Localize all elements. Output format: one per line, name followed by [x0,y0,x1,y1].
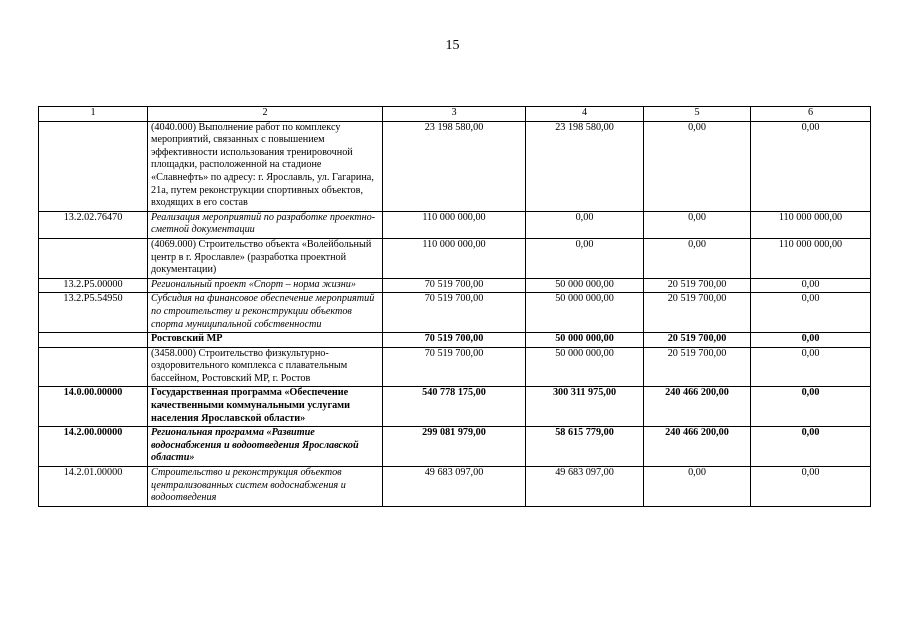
column-header-3: 3 [383,107,526,122]
row-code: 14.0.00.00000 [39,387,148,427]
table-row [39,211,871,238]
row-col5: 20 519 700,00 [644,278,751,293]
row-col5: 0,00 [644,467,751,507]
row-col4: 23 198 580,00 [526,121,644,211]
table-row [39,347,871,387]
column-header-1: 1 [39,107,148,122]
column-header-6: 6 [751,107,871,122]
table-row [39,121,871,211]
table-row [39,278,871,293]
table-row [39,293,871,333]
row-col3: 23 198 580,00 [383,121,526,211]
row-col5: 20 519 700,00 [644,333,751,348]
row-col6: 0,00 [751,333,871,348]
row-col5: 0,00 [644,238,751,278]
row-code: 13.2.02.76470 [39,211,148,238]
row-col6: 0,00 [751,347,871,387]
row-col4: 0,00 [526,211,644,238]
row-col5: 240 466 200,00 [644,427,751,467]
row-name: (4069.000) Строительство объекта «Волейбольный центр в г. Ярославле» (разработка проектной документации) [148,238,383,278]
row-col3: 49 683 097,00 [383,467,526,507]
table-row [39,238,871,278]
row-col6: 0,00 [751,293,871,333]
row-col4: 50 000 000,00 [526,347,644,387]
row-col4: 50 000 000,00 [526,333,644,348]
row-col5: 20 519 700,00 [644,293,751,333]
row-col4: 58 615 779,00 [526,427,644,467]
row-col3: 70 519 700,00 [383,278,526,293]
row-col3: 540 778 175,00 [383,387,526,427]
row-name: Строительство и реконструкция объектов централизованных систем водоснабжения и водоотведения [148,467,383,507]
row-col3: 70 519 700,00 [383,347,526,387]
row-col6: 110 000 000,00 [751,238,871,278]
row-col3: 110 000 000,00 [383,238,526,278]
row-name: Ростовский МР [148,333,383,348]
table-row [39,333,871,348]
row-name: (3458.000) Строительство физкультурно-оздоровительного комплекса с плавательным бассейном, Ростовский МР, г. Ростов [148,347,383,387]
row-col3: 70 519 700,00 [383,293,526,333]
row-code [39,238,148,278]
row-code: 14.2.01.00000 [39,467,148,507]
table-row [39,387,871,427]
row-name: Реализация мероприятий по разработке проектно-сметной документации [148,211,383,238]
row-col6: 0,00 [751,467,871,507]
table-row [39,427,871,467]
row-name: Региональная программа «Развитие водоснабжения и водоотведения Ярославской области» [148,427,383,467]
row-code [39,121,148,211]
row-code [39,333,148,348]
row-col3: 70 519 700,00 [383,333,526,348]
row-col4: 50 000 000,00 [526,293,644,333]
row-col5: 240 466 200,00 [644,387,751,427]
column-header-2: 2 [148,107,383,122]
row-name: (4040.000) Выполнение работ по комплексу мероприятий, связанных с повышением эффективности использования тренировочной площадки, расположенной на стадионе «Славнефть» по адресу: г. Ярославль, ул. Гагарина, 21а, путем реконструкции спортивных объектов, входящих в его состав [148,121,383,211]
table-row [39,467,871,507]
row-col5: 0,00 [644,121,751,211]
row-col4: 50 000 000,00 [526,278,644,293]
row-code [39,347,148,387]
row-col6: 0,00 [751,278,871,293]
row-col4: 49 683 097,00 [526,467,644,507]
row-col6: 0,00 [751,427,871,467]
row-col6: 0,00 [751,121,871,211]
column-header-4: 4 [526,107,644,122]
row-name: Субсидия на финансовое обеспечение мероприятий по строительству и реконструкции объектов спорта муниципальной собственности [148,293,383,333]
row-code: 13.2.P5.54950 [39,293,148,333]
budget-table [38,106,871,507]
row-col6: 110 000 000,00 [751,211,871,238]
row-col5: 20 519 700,00 [644,347,751,387]
page-number: 15 [445,38,460,53]
row-col4: 300 311 975,00 [526,387,644,427]
row-col5: 0,00 [644,211,751,238]
column-header-5: 5 [644,107,751,122]
row-col4: 0,00 [526,238,644,278]
row-name: Региональный проект «Спорт – норма жизни» [148,278,383,293]
row-col6: 0,00 [751,387,871,427]
row-name: Государственная программа «Обеспечение качественными коммунальными услугами населения Ярославской области» [148,387,383,427]
row-col3: 299 081 979,00 [383,427,526,467]
table-header-row [39,107,871,122]
row-col3: 110 000 000,00 [383,211,526,238]
row-code: 14.2.00.00000 [39,427,148,467]
row-code: 13.2.P5.00000 [39,278,148,293]
